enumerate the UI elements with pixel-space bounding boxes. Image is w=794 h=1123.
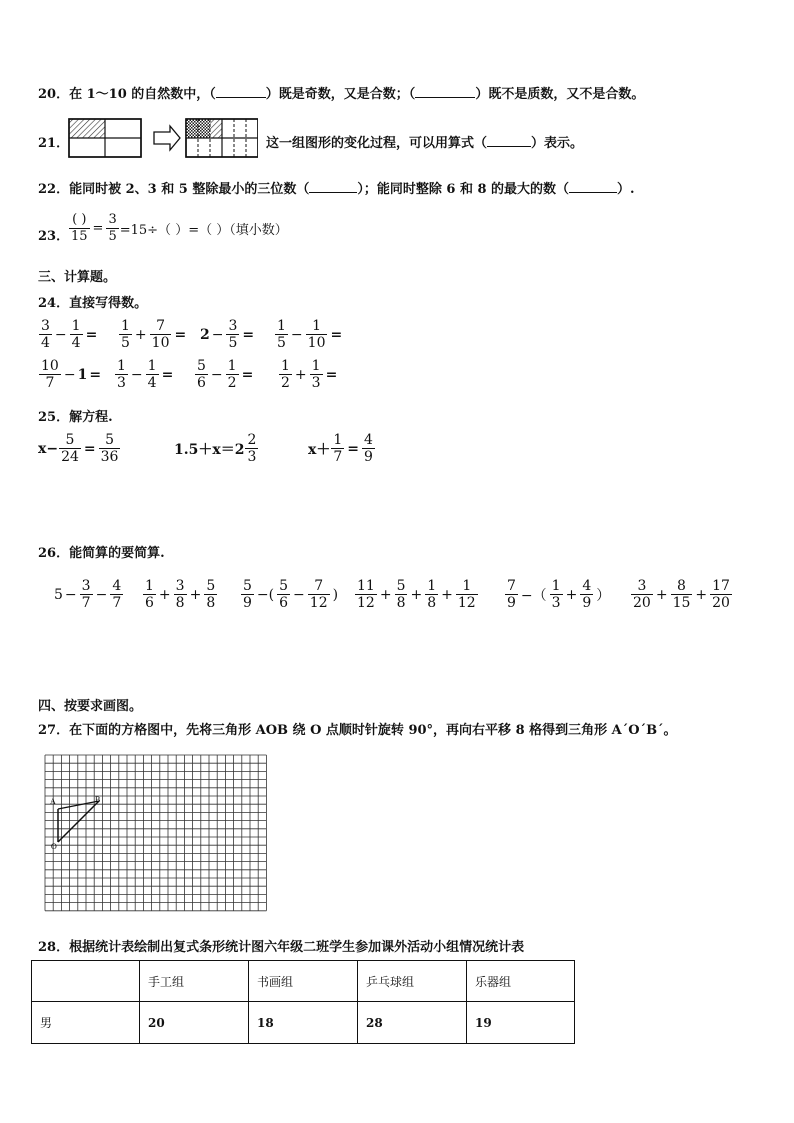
question-text: 能同时被 2、3 和 5 整除最小的三位数（ (69, 182, 310, 197)
question-number: 27． (38, 723, 70, 738)
question-number: 20． (38, 87, 70, 102)
question-text: ）. (617, 182, 635, 197)
statistics-table (31, 960, 575, 1044)
question-text: ）既不是质数，又不是合数。 (475, 87, 645, 102)
question-28 (38, 936, 524, 955)
answer-blank[interactable] (569, 181, 617, 193)
question-text: ）表示。 (531, 136, 584, 151)
calc-item: 2 − $\frac{3}{5}$ = (200, 318, 255, 351)
table-cell: 28 (358, 1002, 467, 1044)
answer-blank[interactable] (216, 86, 266, 98)
simplify-item: $\frac{5}{9}$ −( $\frac{5}{6}$ − $\frac{7}{12}$ ) (243, 578, 339, 611)
table-cell: 18 (249, 1002, 358, 1044)
answer-blank[interactable] (309, 181, 357, 193)
question-text: 这一组图形的变化过程，可以用算式（ (266, 136, 488, 151)
question-number: 28． (38, 940, 70, 955)
calc-item: $\frac{1}{5}$ + $\frac{7}{10}$ = (121, 318, 187, 351)
question-text: ）；能同时整除 6 和 8 的最大的数（ (357, 182, 570, 197)
question-text: 在下面的方格图中，先将三角形 AOB 绕 O 点顺时针旋转 90°，再向右平移 8 格得到三角形 A´O´B´。 (69, 723, 677, 738)
equation: x＋ $\frac{1}{7}$ = $\frac{4}{9}$ (308, 432, 373, 465)
question-text: 能简算的要简算. (69, 546, 165, 561)
equals-sign: = (92, 221, 104, 236)
calc-item: $\frac{5}{6}$ − $\frac{1}{2}$ = (197, 358, 254, 391)
question-21-number: 21． (38, 136, 70, 151)
fraction: $\frac{( )}{15}$ (71, 212, 88, 244)
label-b: B (95, 795, 101, 804)
question-number: 24． (38, 296, 70, 311)
question-text: 直接写得数。 (69, 296, 148, 311)
equation: 1.5＋x＝2 $\frac{2}{3}$ (174, 432, 257, 465)
simplify-item: $\frac{7}{9}$ −（ $\frac{1}{3}$ + $\frac{4}{9}$ ） (507, 578, 611, 611)
table-header-cell (32, 961, 140, 1002)
section-3-heading: 三、计算题。 (38, 270, 117, 285)
fraction-diagram (68, 118, 258, 160)
calc-item: $\frac{1}{3}$ − $\frac{1}{4}$ = (117, 358, 174, 391)
simplify-item: $\frac{1}{6}$ + $\frac{3}{8}$ + $\frac{5}{8}$ (145, 578, 216, 611)
answer-blank[interactable] (415, 86, 475, 98)
table-header-row (32, 961, 575, 1002)
table-cell: 20 (140, 1002, 249, 1044)
question-22 (38, 178, 635, 197)
question-text: 在 1～10 的自然数中，（ (69, 87, 216, 102)
table-header-cell: 乐器组 (467, 961, 575, 1002)
question-23-number: 23． (38, 229, 70, 244)
simplify-item: 5 − $\frac{3}{7}$ − $\frac{4}{7}$ (54, 578, 122, 611)
calc-item: $\frac{3}{4}$ − $\frac{1}{4}$ = (41, 318, 98, 351)
result-rectangle (186, 119, 258, 157)
question-21 (266, 132, 583, 151)
equation: x− $\frac{5}{24}$ = $\frac{5}{36}$ (38, 432, 119, 465)
question-text: =15÷（ ）=（ ）（填小数） (119, 223, 288, 238)
table-row (32, 1002, 575, 1044)
calc-item: $\frac{10}{7}$ − 1 = (41, 358, 102, 391)
simplify-item: $\frac{3}{20}$ + $\frac{8}{15}$ + $\frac{17}{20}$ (633, 578, 730, 611)
simplify-item: $\frac{11}{12}$ + $\frac{5}{8}$ + $\frac{1}{8}$ + $\frac{1}{12}$ (357, 578, 476, 611)
calc-item: $\frac{1}{5}$ − $\frac{1}{10}$ = (277, 318, 343, 351)
original-rectangle (69, 119, 141, 157)
triangle-aob (58, 801, 99, 842)
question-24 (38, 292, 147, 311)
question-25 (38, 406, 113, 425)
question-number: 25． (38, 410, 70, 425)
section-4-heading: 四、按要求画图。 (38, 699, 143, 714)
question-27 (38, 719, 677, 738)
fraction: $\frac{3}{5}$ (108, 212, 117, 244)
table-header-cell: 手工组 (140, 961, 249, 1002)
right-arrow-icon (154, 126, 180, 150)
table-header-cell: 乒乓球组 (358, 961, 467, 1002)
question-text: 根据统计表绘制出复式条形统计图六年级二班学生参加课外活动小组情况统计表 (69, 940, 525, 955)
grid-diagram[interactable] (40, 752, 272, 916)
answer-blank[interactable] (487, 135, 531, 147)
table-header-cell: 书画组 (249, 961, 358, 1002)
question-number: 22． (38, 182, 70, 197)
table-cell: 男 (32, 1002, 140, 1044)
question-text: 解方程. (69, 410, 113, 425)
label-a: A (50, 797, 56, 806)
table-cell: 19 (467, 1002, 575, 1044)
question-20 (38, 83, 644, 102)
question-number: 26． (38, 546, 70, 561)
question-26 (38, 542, 165, 561)
question-23 (68, 212, 288, 245)
label-o: O (51, 842, 57, 851)
calc-item: $\frac{1}{2}$ + $\frac{1}{3}$ = (281, 358, 338, 391)
question-text: ）既是奇数，又是合数；（ (265, 87, 416, 102)
